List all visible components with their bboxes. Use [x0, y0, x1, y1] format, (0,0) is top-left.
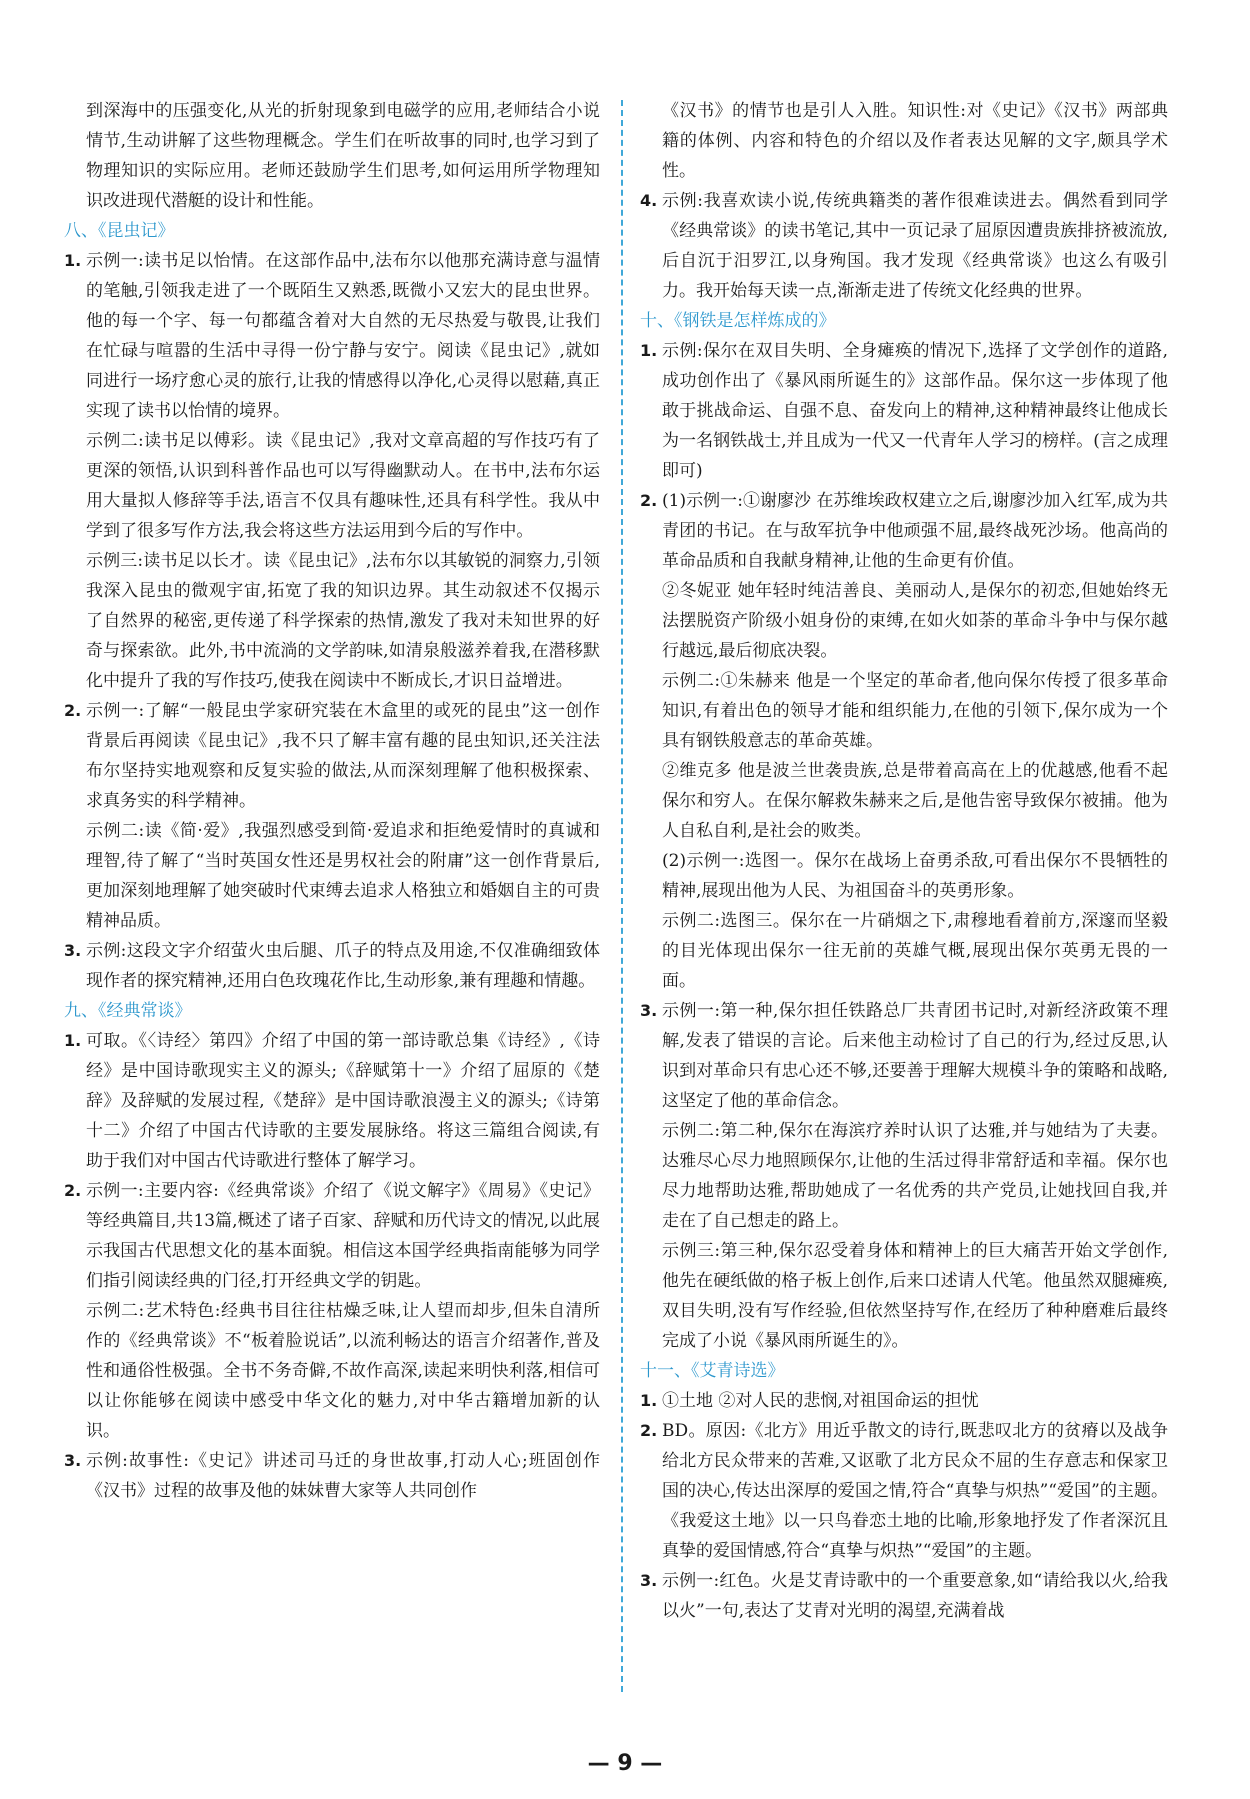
answer-paragraph: 示例二:艺术特色:经典书目往往枯燥乏味,让人望而却步,但朱自清所作的《经典常谈》不“板着脸说话”,以流利畅达的语言介绍著作,普及性和通俗性极强。全书不务奇僻,不故作高深,读起来明快利落,相信可以让你能够在阅读中感受中华文化的魅力,对中华古籍增加新的认识。 — [86, 1301, 600, 1441]
question-8-2 — [64, 696, 600, 936]
answer-paragraph: 示例一:了解“一般昆虫学家研究装在木盒里的或死的昆虫”这一创作背景后再阅读《昆虫记》,我不只了解丰富有趣的昆虫知识,还关注法布尔坚持实地观察和反复实验的做法,从而深刻理解了他积极探索、求真务实的科学精神。 — [86, 701, 600, 811]
continued-text: 到深海中的压强变化,从光的折射现象到电磁学的应用,老师结合小说情节,生动讲解了这些物理概念。学生们在听故事的同时,也学习到了物理知识的实际应用。老师还鼓励学生们思考,如何运用所学物理知识改进现代潜艇的设计和性能。 — [86, 101, 600, 211]
answer-paragraph: 示例二:读书足以傅彩。读《昆虫记》,我对文章高超的写作技巧有了更深的领悟,认识到科普作品也可以写得幽默动人。在书中,法布尔运用大量拟人修辞等手法,语言不仅具有趣味性,还具有科学性。我从中学到了很多写作方法,我会将这些方法运用到今后的写作中。 — [86, 431, 600, 541]
question-number: 2. — [640, 491, 658, 510]
question-number: 3. — [640, 1001, 658, 1020]
continued-text: 《汉书》的情节也是引人入胜。知识性:对《史记》《汉书》两部典籍的体例、内容和特色的介绍以及作者表达见解的文字,颇具学术性。 — [662, 101, 1168, 181]
answer-paragraph: 示例一:第一种,保尔担任铁路总厂共青团书记时,对新经济政策不理解,发表了错误的言论。后来他主动检讨了自己的行为,经过反思,认识到对革命只有忠心还不够,还要善于理解大规模斗争的策略和战略,这坚定了他的革命信念。 — [662, 1001, 1168, 1111]
answer-paragraph: 示例:我喜欢读小说,传统典籍类的著作很难读进去。偶然看到同学《经典常谈》的读书笔记,其中一页记录了屈原因遭贵族排挤被流放,后自沉于汨罗江,以身殉国。我才发现《经典常谈》也这么有吸引力。我开始每天读一点,渐渐走进了传统文化经典的世界。 — [662, 191, 1168, 301]
question-number: 2. — [64, 1181, 82, 1200]
question-11-3 — [640, 1566, 1168, 1626]
question-10-3 — [640, 996, 1168, 1356]
answer-paragraph: (1)示例一:①谢廖沙 在苏维埃政权建立之后,谢廖沙加入红军,成为共青团的书记。在与敌军抗争中他顽强不屈,最终战死沙场。他高尚的革命品质和自我献身精神,让他的生命更有价值。 — [662, 491, 1168, 571]
answer-paragraph: 示例一:红色。火是艾青诗歌中的一个重要意象,如“请给我以火,给我以火”一句,表达了艾青对光明的渴望,充满着战 — [662, 1571, 1168, 1621]
answer-paragraph: ②维克多 他是波兰世袭贵族,总是带着高高在上的优越感,他看不起保尔和穷人。在保尔解救朱赫来之后,是他告密导致保尔被捕。他为人自私自利,是社会的败类。 — [662, 761, 1168, 841]
left-column — [64, 96, 600, 1506]
answer-paragraph: (2)示例一:选图一。保尔在战场上奋勇杀敌,可看出保尔不畏牺牲的精神,展现出他为人民、为祖国奋斗的英勇形象。 — [662, 851, 1168, 901]
section-heading-8: 八、《昆虫记》 — [64, 221, 175, 241]
question-8-3 — [64, 936, 600, 996]
question-number: 1. — [640, 1391, 658, 1410]
question-number: 3. — [640, 1571, 658, 1590]
question-10-1 — [640, 336, 1168, 486]
right-column — [640, 96, 1168, 1626]
column-divider — [621, 100, 623, 1692]
question-11-2 — [640, 1416, 1168, 1566]
answer-paragraph: 示例:故事性:《史记》讲述司马迁的身世故事,打动人心;班固创作《汉书》过程的故事及他的妹妹曹大家等人共同创作 — [86, 1451, 600, 1501]
question-9-1 — [64, 1026, 600, 1176]
answer-paragraph: 可取。《〈诗经〉第四》介绍了中国的第一部诗歌总集《诗经》,《诗经》是中国诗歌现实主义的源头;《辞赋第十一》介绍了屈原的《楚辞》及辞赋的发展过程,《楚辞》是中国诗歌浪漫主义的源头;《诗第十二》介绍了中国古代诗歌的主要发展脉络。将这三篇组合阅读,有助于我们对中国古代诗歌进行整体了解学习。 — [86, 1031, 600, 1171]
section-heading-11: 十一、《艾青诗选》 — [640, 1361, 785, 1381]
question-number: 3. — [64, 1451, 82, 1470]
answer-paragraph: 示例一:读书足以怡情。在这部作品中,法布尔以他那充满诗意与温情的笔触,引领我走进了一个既陌生又熟悉,既微小又宏大的昆虫世界。他的每一个字、每一句都蕴含着对大自然的无尽热爱与敬畏,让我们在忙碌与喧嚣的生活中寻得一份宁静与安宁。阅读《昆虫记》,就如同进行一场疗愈心灵的旅行,让我的情感得以净化,心灵得以慰藉,真正实现了读书以怡情的境界。 — [86, 251, 600, 421]
question-9-3 — [64, 1446, 600, 1506]
answer-paragraph: 示例二:选图三。保尔在一片硝烟之下,肃穆地看着前方,深邃而坚毅的目光体现出保尔一往无前的英雄气概,展现出保尔英勇无畏的一面。 — [662, 911, 1168, 991]
question-8-1 — [64, 246, 600, 696]
question-number: 1. — [64, 1031, 82, 1050]
question-number: 3. — [64, 941, 82, 960]
section-heading-9: 九、《经典常谈》 — [64, 1001, 192, 1021]
question-10-2 — [640, 486, 1168, 996]
answer-paragraph: 示例:这段文字介绍萤火虫后腿、爪子的特点及用途,不仅准确细致体现作者的探究精神,还用白色玫瑰花作比,生动形象,兼有理趣和情趣。 — [86, 941, 600, 991]
question-9-4 — [640, 186, 1168, 306]
answer-paragraph: BD。原因:《北方》用近乎散文的诗行,既悲叹北方的贫瘠以及战争给北方民众带来的苦难,又讴歌了北方民众不屈的生存意志和保家卫国的决心,传达出深厚的爱国之情,符合“真挚与炽热”“爱国”的主题。《我爱这土地》以一只鸟眷恋土地的比喻,形象地抒发了作者深沉且真挚的爱国情感,符合“真挚与炽热”“爱国”的主题。 — [662, 1421, 1168, 1561]
answer-paragraph: 示例:保尔在双目失明、全身瘫痪的情况下,选择了文学创作的道路,成功创作出了《暴风雨所诞生的》这部作品。保尔这一步体现了他敢于挑战命运、自强不息、奋发向上的精神,这种精神最终让他成长为一名钢铁战士,并且成为一代又一代青年人学习的榜样。(言之成理即可) — [662, 341, 1168, 481]
answer-paragraph: 示例二:第二种,保尔在海滨疗养时认识了达雅,并与她结为了夫妻。达雅尽心尽力地照顾保尔,让他的生活过得非常舒适和幸福。保尔也尽力地帮助达雅,帮助她成了一名优秀的共产党员,让她找回自我,并走在了自己想走的路上。 — [662, 1121, 1168, 1231]
section-heading-10: 十、《钢铁是怎样炼成的》 — [640, 311, 836, 331]
answer-paragraph: ①土地 ②对人民的悲悯,对祖国命运的担忧 — [662, 1391, 979, 1411]
answer-paragraph: 示例三:读书足以长才。读《昆虫记》,法布尔以其敏锐的洞察力,引领我深入昆虫的微观宇宙,拓宽了我的知识边界。其生动叙述不仅揭示了自然界的秘密,更传递了科学探索的热情,激发了我对未知世界的好奇与探索欲。此外,书中流淌的文学韵味,如清泉般滋养着我,在潜移默化中提升了我的写作技巧,使我在阅读中不断成长,才识日益增进。 — [86, 551, 600, 691]
question-11-1 — [640, 1386, 1168, 1416]
page-number: — 9 — — [587, 1751, 663, 1776]
answer-paragraph: 示例二:读《简·爱》,我强烈感受到简·爱追求和拒绝爱情时的真诚和理智,待了解了“当时英国女性还是男权社会的附庸”这一创作背景后,更加深刻地理解了她突破时代束缚去追求人格独立和婚姻自主的可贵精神品质。 — [86, 821, 600, 931]
answer-paragraph: 示例三:第三种,保尔忍受着身体和精神上的巨大痛苦开始文学创作,他先在硬纸做的格子板上创作,后来口述请人代笔。他虽然双腿瘫痪,双目失明,没有写作经验,但依然坚持写作,在经历了种种磨难后最终完成了小说《暴风雨所诞生的》。 — [662, 1241, 1168, 1351]
question-number: 2. — [64, 701, 82, 720]
question-number: 1. — [64, 251, 82, 270]
question-number: 1. — [640, 341, 658, 360]
question-number: 2. — [640, 1421, 658, 1440]
answer-paragraph: 示例二:①朱赫来 他是一个坚定的革命者,他向保尔传授了很多革命知识,有着出色的领导才能和组织能力,在他的引领下,保尔成为一个具有钢铁般意志的革命英雄。 — [662, 671, 1168, 751]
question-9-2 — [64, 1176, 600, 1446]
question-number: 4. — [640, 191, 658, 210]
answer-paragraph: 示例一:主要内容:《经典常谈》介绍了《说文解字》《周易》《史记》等经典篇目,共13篇,概述了诸子百家、辞赋和历代诗文的情况,以此展示我国古代思想文化的基本面貌。相信这本国学经典指南能够为同学们指引阅读经典的门径,打开经典文学的钥匙。 — [86, 1181, 600, 1291]
answer-paragraph: ②冬妮亚 她年轻时纯洁善良、美丽动人,是保尔的初恋,但她始终无法摆脱资产阶级小姐身份的束缚,在如火如荼的革命斗争中与保尔越行越远,最后彻底决裂。 — [662, 581, 1168, 661]
